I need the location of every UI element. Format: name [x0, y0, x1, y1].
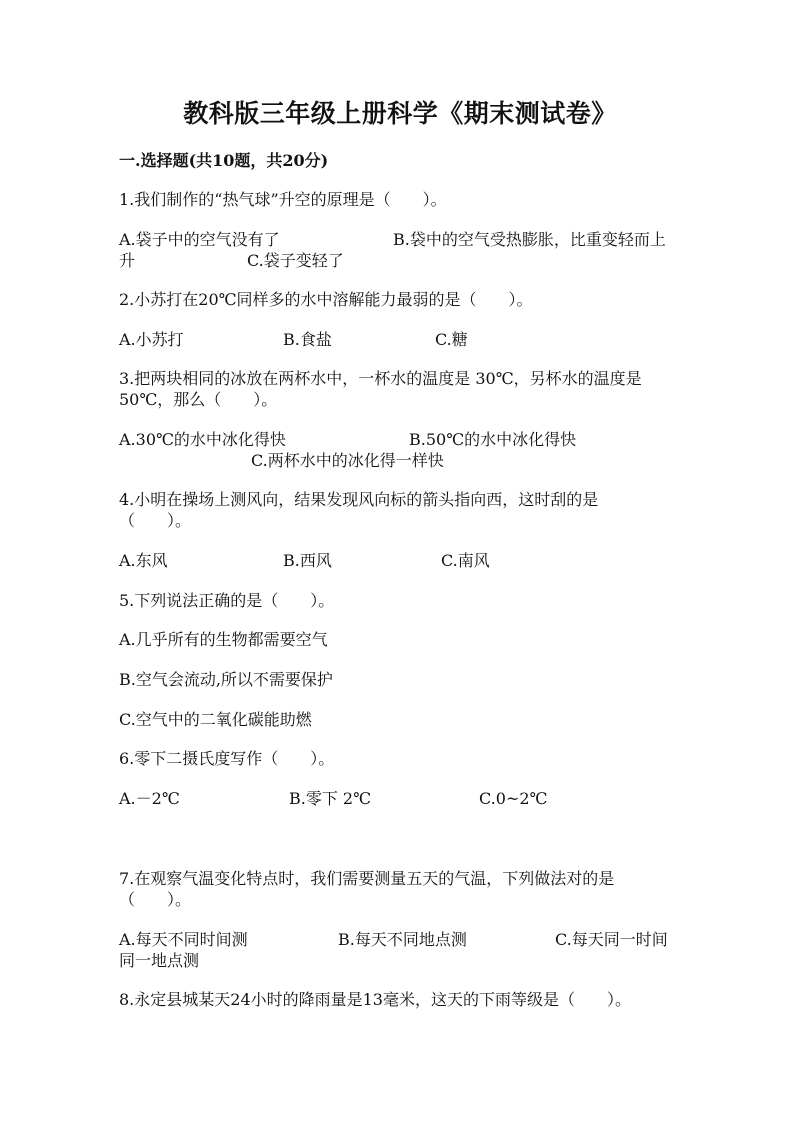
question-4-option-a: A.东风 [119, 551, 168, 570]
question-5-stem: 5.下列说法正确的是（ ）。 [119, 591, 335, 610]
question-4-option-b: B.西风 [283, 551, 332, 570]
question-8-stem: 8.永定县城某天24小时的降雨量是13毫米，这天的下雨等级是（ ）。 [119, 990, 631, 1009]
question-6-stem: 6.零下二摄氏度写作（ ）。 [119, 749, 335, 768]
question-1-option-a: A.袋子中的空气没有了 [119, 230, 280, 249]
page-title: 教科版三年级上册科学《期末测试卷》 [183, 99, 617, 128]
question-1-option-c: C.袋子变轻了 [247, 251, 344, 270]
question-1-option-b-cont: 升 [119, 251, 136, 270]
question-7-option-a: A.每天不同时间测 [119, 930, 248, 949]
question-7-option-c-cont: 同一地点测 [119, 951, 200, 970]
question-2-option-a: A.小苏打 [119, 330, 184, 349]
question-3-option-a: A.30℃的水中冰化得快 [119, 430, 286, 449]
question-7-stem-line2: （ ）。 [119, 890, 192, 909]
section-heading: 一.选择题(共10题，共20分) [119, 151, 329, 170]
question-4-stem-line2: （ ）。 [119, 511, 192, 530]
question-2-option-c: C.糖 [435, 330, 468, 349]
question-7-option-b: B.每天不同地点测 [338, 930, 467, 949]
question-6-option-b: B.零下 2℃ [289, 789, 372, 808]
question-3-option-c: C.两杯水中的冰化得一样快 [251, 451, 444, 470]
question-1-stem: 1.我们制作的“热气球”升空的原理是（ ）。 [119, 190, 447, 209]
question-4-stem-line1: 4.小明在操场上测风向，结果发现风向标的箭头指向西，这时刮的是 [119, 490, 599, 509]
question-5-option-c: C.空气中的二氧化碳能助燃 [119, 710, 312, 729]
question-6-option-a: A.－2℃ [119, 789, 180, 808]
question-7-stem-line1: 7.在观察气温变化特点时，我们需要测量五天的气温，下列做法对的是 [119, 869, 615, 888]
question-2-stem: 2.小苏打在20℃同样多的水中溶解能力最弱的是（ ）。 [119, 290, 533, 309]
question-2-option-b: B.食盐 [283, 330, 332, 349]
question-3-stem-line2: 50℃，那么（ ）。 [119, 390, 278, 409]
question-4-option-c: C.南风 [441, 551, 490, 570]
question-7-option-c: C.每天同一时间 [555, 930, 668, 949]
question-3-stem-line1: 3.把两块相同的冰放在两杯水中，一杯水的温度是 30℃，另杯水的温度是 [119, 369, 642, 388]
question-5-option-b: B.空气会流动,所以不需要保护 [119, 670, 333, 689]
question-6-option-c: C.0~2℃ [479, 789, 548, 808]
question-3-option-b: B.50℃的水中冰化得快 [409, 430, 577, 449]
question-1-option-b: B.袋中的空气受热膨胀，比重变轻而上 [393, 230, 666, 249]
question-5-option-a: A.几乎所有的生物都需要空气 [119, 630, 328, 649]
